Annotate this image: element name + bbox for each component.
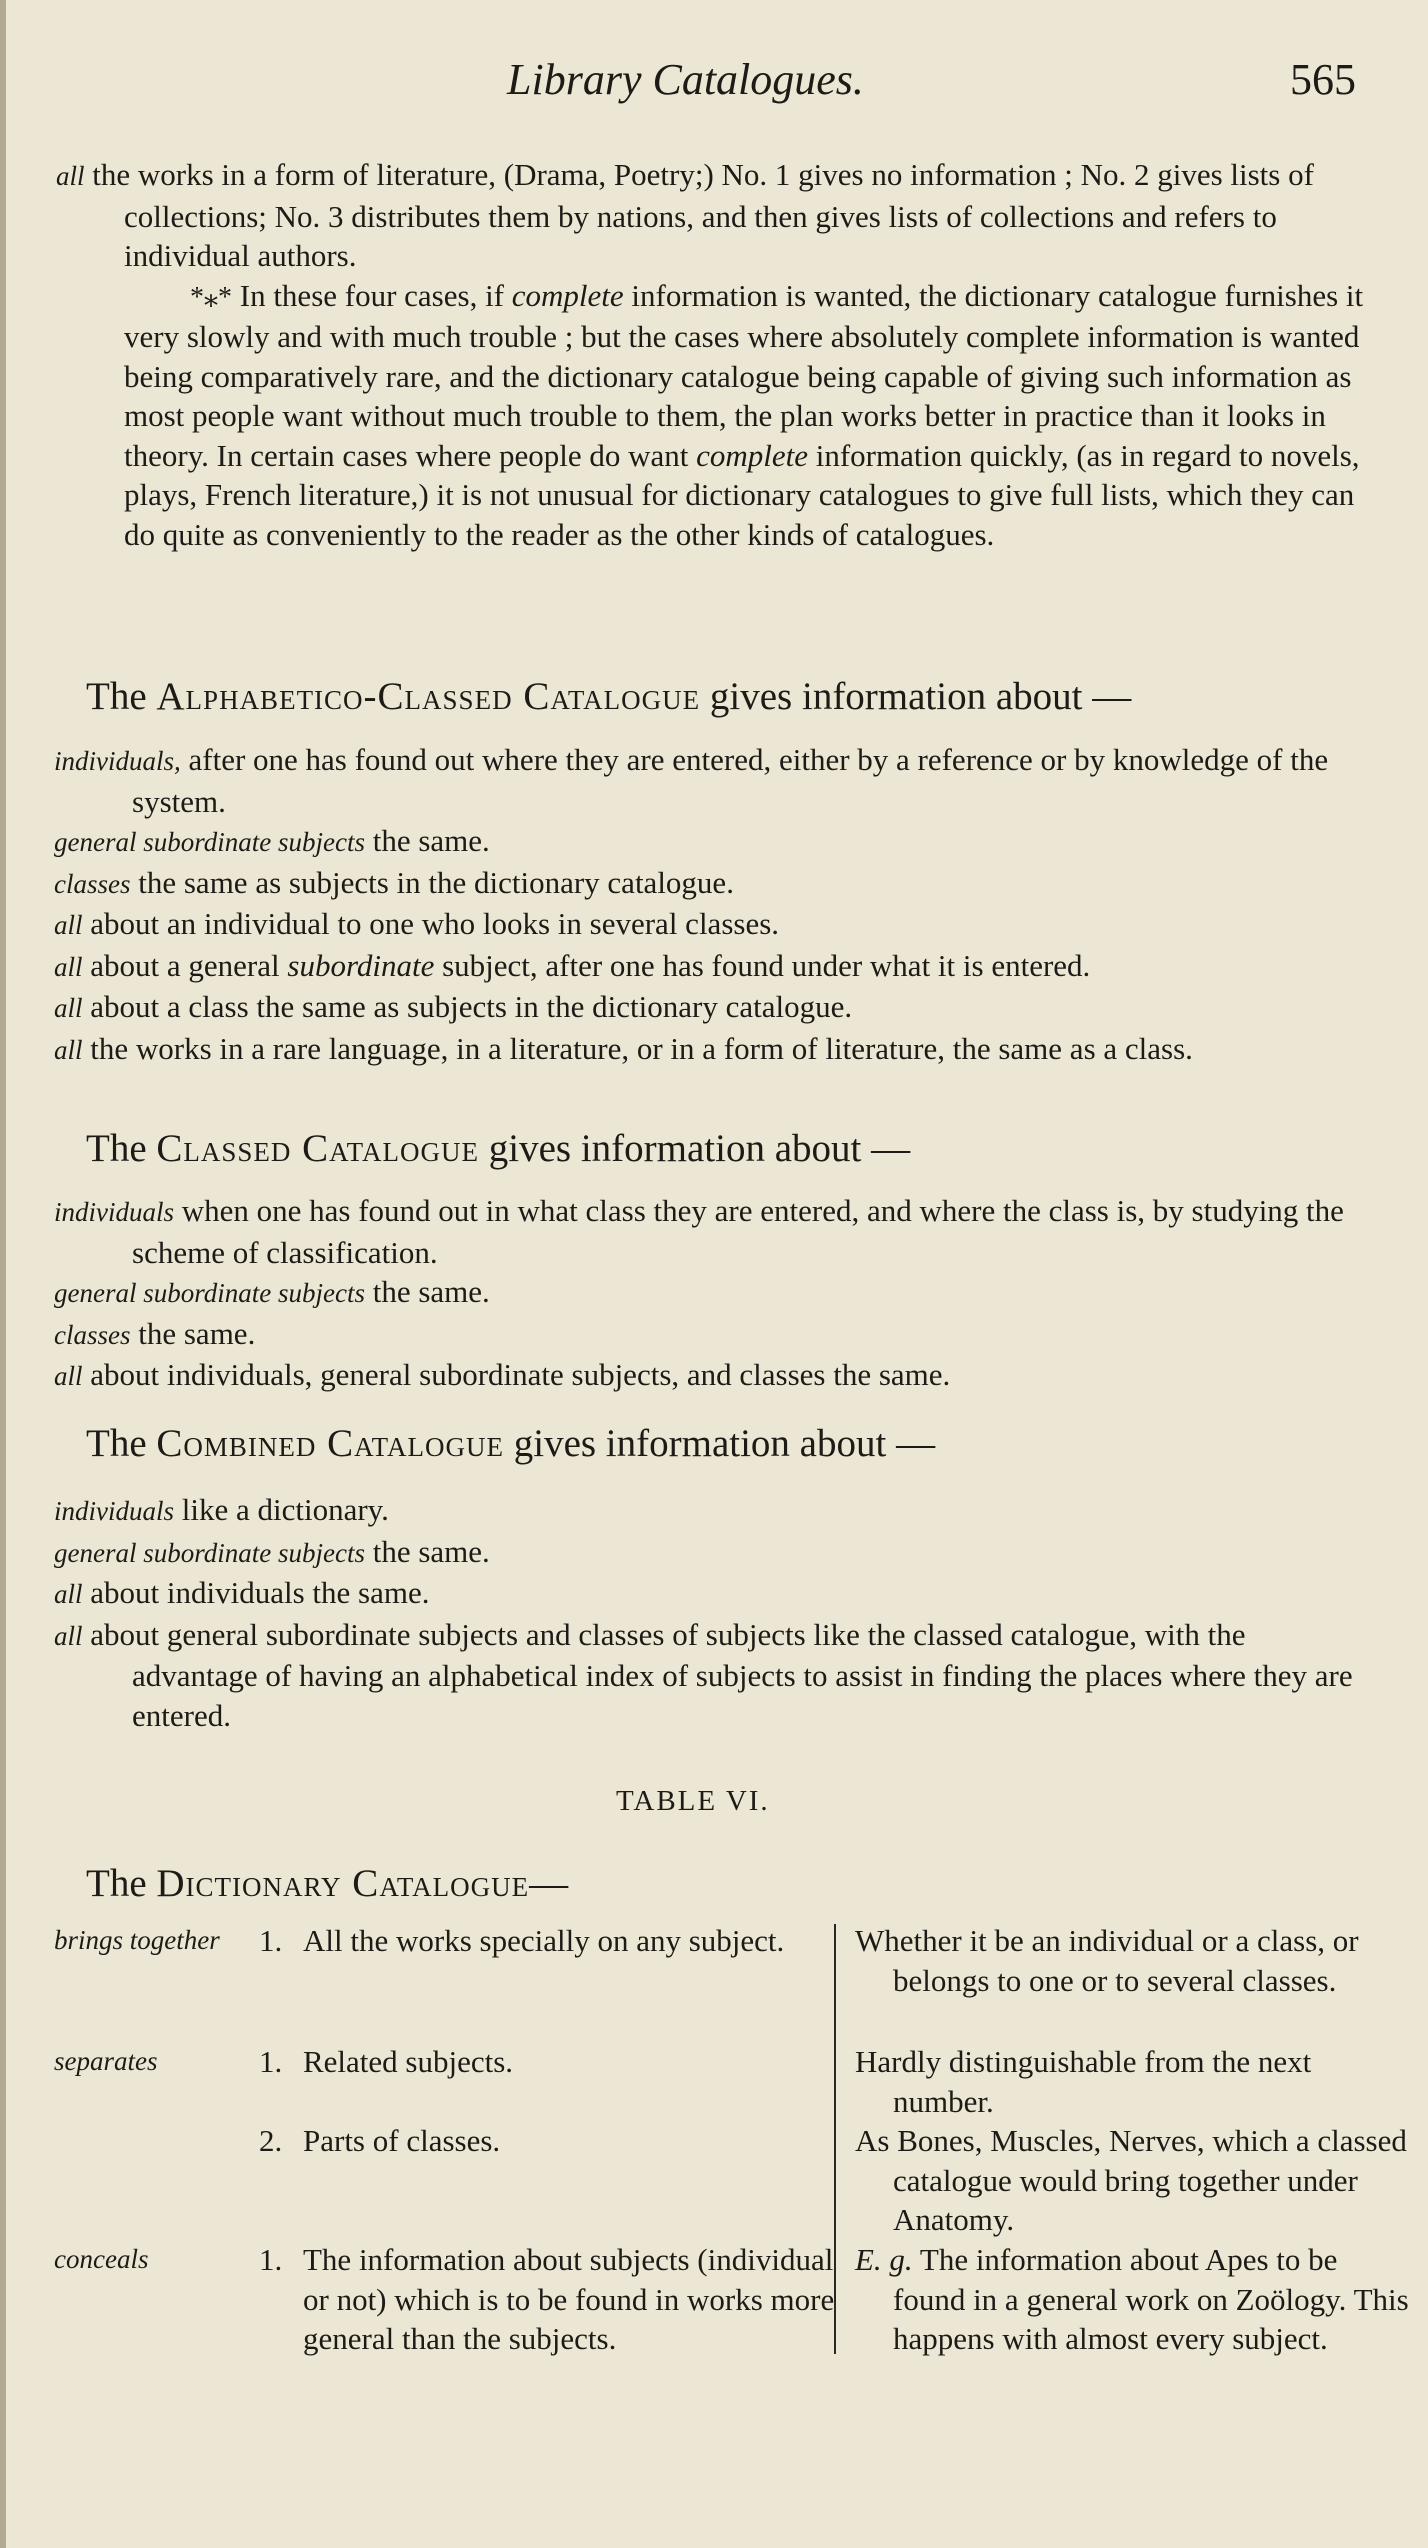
list-item: individuals when one has found out in what class they are entered, and where the class is, by studying the scheme of classification. [54,1193,1344,1270]
table-title: TABLE VI. [616,1785,770,1817]
list-item: all about general subordinate subjects and classes of subjects like the classed catalogue, with the advantage of having an alphabetical index of subjects to assist in finding the places where they are entered. [54,1616,1353,1733]
heading-classed: The Classed Catalogue gives information about — [86,1127,911,1170]
list-item: individuals like a dictionary. [54,1492,389,1527]
list-item: all about an individual to one who looks in several classes. [54,906,780,941]
list-item: all about a general subordinate subject, after one has found under what it is entered. [54,947,1091,983]
intro-paragraph-2: *⁎* In these four cases, if complete information is wanted, the dictionary catalogue furnishes it very slowly and with much trouble ; but the cases where absolutely complete information is wanted being comparatively rare, and the dictionary catalogue being capable of giving such information as most people want without much trouble to them, the plan works better in practice than it looks in theory. In certain cases where people do want complete information quickly, (as in regard to novels, plays, French literature,) it is not unusual for dictionary catalogues to give full lists, which they can do quite as conveniently to the reader as the other kinds of catalogues. [124,277,1364,552]
table-row-right: As Bones, Muscles, Nerves, which a classed catalogue would bring together under Anatomy. [855,2123,1407,2237]
table-key-conceals: conceals [54,2244,149,2274]
asterism: *⁎* [190,281,232,313]
intro-block [56,155,1369,554]
list-item: general subordinate subjects the same. [54,1533,490,1569]
list-item: classes the same. [54,1315,256,1351]
list-item: individuals, after one has found out where they are entered, either by a reference or by knowledge of the system. [54,742,1329,819]
table-row-right: Whether it be an individual or a class, or belongs to one or to several classes. [855,1923,1359,1998]
list-item: general subordinate subjects the same. [54,823,490,858]
page-edge-shadow [0,0,6,2548]
list-item: general subordinate subjects the same. [54,1274,490,1309]
table-row-left: 1. The information about subjects (individual or not) which is to be found in works more general than the subjects. [259,2242,835,2356]
table-row-right: E. g. The information about Apes to be found in a general work on Zoölogy. This happens with almost every subject. [855,2242,1409,2356]
table-row-left: 1. Related subjects. [259,2044,514,2079]
table-row-left: 2. Parts of classes. [259,2123,501,2158]
running-header-title: Library Catalogues. [507,55,864,104]
list-item: all the works in a rare language, in a literature, or in a form of literature, the same as a class. [54,1030,1193,1066]
alpha-list [54,740,1369,1070]
table-key-brings-together: brings together [54,1925,220,1955]
combined-list [54,1490,1369,1735]
intro-paragraph-1: all the works in a form of literature, (Drama, Poetry;) No. 1 gives no information ; No. 2 gives lists of collections; No. 3 distributes them by nations, and then gives lists of collections and refers to individual authors. [56,157,1314,273]
list-item: all about a class the same as subjects in the dictionary catalogue. [54,989,853,1024]
heading-dictionary: The Dictionary Catalogue— [86,1862,569,1905]
page-number: 565 [1290,55,1356,104]
inline-key: all [56,161,85,191]
classed-list [54,1191,1369,1397]
list-item: all about individuals, general subordinate subjects, and classes the same. [54,1357,951,1392]
heading-combined: The Combined Catalogue gives information about — [86,1422,936,1465]
heading-alphabetico-classed: The Alphabetico-Classed Catalogue gives information about — [86,675,1132,718]
table-row-left: 1. All the works specially on any subject. [259,1923,785,1958]
table-row-right: Hardly distinguishable from the next number. [855,2044,1312,2119]
list-item: classes the same as subjects in the dictionary catalogue. [54,864,734,900]
list-item: all about individuals the same. [54,1575,430,1610]
table-key-separates: separates [54,2046,158,2076]
